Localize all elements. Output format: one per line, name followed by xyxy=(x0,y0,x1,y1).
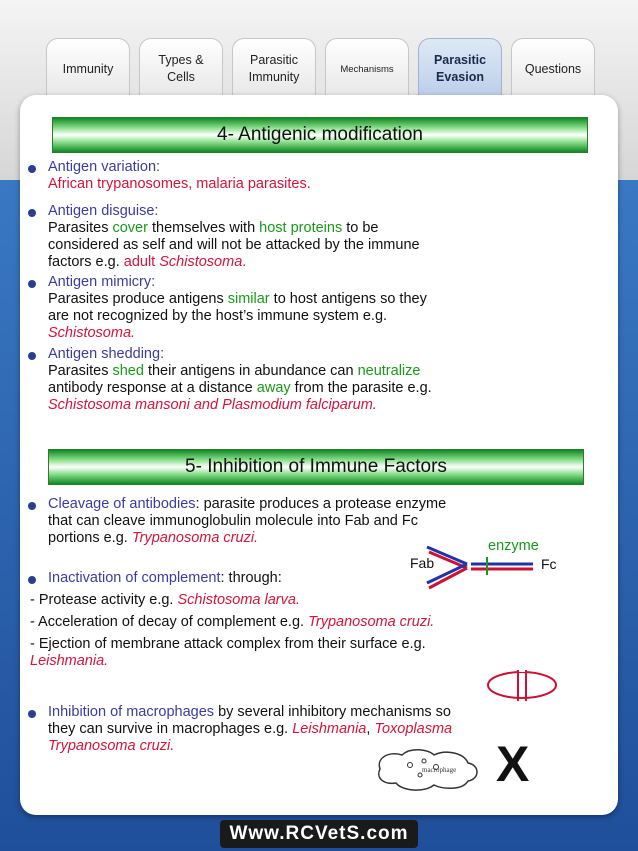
fab-label: Fab xyxy=(410,555,435,571)
text-span: shed xyxy=(112,363,144,379)
antigen-disguise-item xyxy=(48,203,618,271)
text-span: themselves with xyxy=(147,220,260,236)
tab-bar xyxy=(46,38,596,100)
antigen-mimicry-item xyxy=(48,274,618,342)
antigen-variation-text: African trypanosomes, malaria parasites. xyxy=(48,176,311,192)
text-span: from the parasite e.g. xyxy=(290,380,432,396)
macrophage-heading: Inhibition of macrophages xyxy=(48,704,215,720)
text-span: they can survive in macrophages e.g. xyxy=(48,721,293,737)
text-span: antibody response at a distance xyxy=(48,380,257,396)
text-span: Parasites xyxy=(48,363,113,379)
antigen-disguise-line1 xyxy=(48,220,618,237)
text-span: Schistosoma larva. xyxy=(177,592,300,608)
antigen-disguise-line3 xyxy=(48,254,618,271)
text-span: Toxoplasma xyxy=(374,721,453,737)
antigen-shedding-line1 xyxy=(48,363,618,380)
antigen-shedding-line2 xyxy=(48,380,618,397)
text-span: : parasite produces a protease enzyme xyxy=(195,496,447,512)
macrophage-sketch-label: macrophage xyxy=(422,766,457,774)
tab-parasitic-evasion[interactable]: Parasitic Evasion xyxy=(418,38,502,100)
text-span: away xyxy=(256,380,291,396)
bullet-icon xyxy=(28,352,36,360)
x-mark-icon: X xyxy=(496,736,530,792)
macrophage-sketch xyxy=(372,745,487,795)
antigen-shedding-item xyxy=(48,346,618,414)
enzyme-label: enzyme xyxy=(488,538,539,554)
tab-types-cells[interactable]: Types & Cells xyxy=(139,38,223,100)
text-span: Schistosoma xyxy=(159,254,243,270)
membrane-attack-icon xyxy=(482,667,562,703)
text-span: neutralize xyxy=(357,363,421,379)
text-span: , xyxy=(366,721,375,737)
text-span: their antigens in abundance can xyxy=(143,363,358,379)
text-span: to be xyxy=(342,220,379,236)
footer-site-link[interactable]: Www.RCVetS.com xyxy=(220,820,418,848)
antigen-variation-item xyxy=(48,159,618,193)
cleavage-line2: that can cleave immunoglobulin molecule into Fab and Fc xyxy=(48,513,418,529)
text-span: factors e.g. xyxy=(48,254,124,270)
text-span: similar xyxy=(227,291,270,307)
fc-label: Fc xyxy=(541,556,557,572)
tab-parasitic-immunity[interactable]: Parasitic Immunity xyxy=(232,38,316,100)
antigen-disguise-heading: Antigen disguise: xyxy=(48,203,159,219)
text-span: - Acceleration of decay of complement e.g. xyxy=(30,614,309,630)
antigen-mimicry-heading: Antigen mimicry: xyxy=(48,274,156,290)
complement-subitems xyxy=(30,592,600,670)
text-span: portions e.g. xyxy=(48,530,132,546)
text-span: adult xyxy=(123,254,160,270)
bullet-icon xyxy=(28,576,36,584)
section4-title: 4- Antigenic modification xyxy=(52,117,588,153)
complement-sub3b: Leishmania. xyxy=(30,653,109,669)
text-span: Trypanosoma cruzi. xyxy=(131,530,259,546)
antigen-mimicry-line3: Schistosoma. xyxy=(48,325,136,341)
bullet-icon xyxy=(28,710,36,718)
bullet-icon xyxy=(28,502,36,510)
antigen-mimicry-line2: are not recognized by the host’s immune system e.g. xyxy=(48,308,388,324)
bullet-icon xyxy=(28,209,36,217)
tab-mechanisms[interactable]: Mechanisms xyxy=(325,38,409,100)
bullet-icon xyxy=(28,165,36,173)
complement-sub2 xyxy=(30,614,600,631)
tab-immunity[interactable]: Immunity xyxy=(46,38,130,100)
text-span: . xyxy=(242,254,247,270)
text-span: host proteins xyxy=(259,220,343,236)
text-span: : through: xyxy=(220,570,282,586)
antigen-disguise-line2: considered as self and will not be attacked by the immune xyxy=(48,237,420,253)
antigen-shedding-heading: Antigen shedding: xyxy=(48,346,165,362)
text-span: by several inhibitory mechanisms so xyxy=(214,704,451,720)
macrophage-line3: Trypanosoma cruzi. xyxy=(48,738,175,754)
tab-questions[interactable]: Questions xyxy=(511,38,595,100)
macrophage-item xyxy=(48,704,618,755)
text-span: Trypanosoma cruzi. xyxy=(308,614,435,630)
text-span: Parasites produce antigens xyxy=(48,291,228,307)
antigen-variation-heading: Antigen variation: xyxy=(48,159,161,175)
bullet-icon xyxy=(28,280,36,288)
complement-sub3: - Ejection of membrane attack complex from their surface e.g. xyxy=(30,636,426,652)
section5-title: 5- Inhibition of Immune Factors xyxy=(48,449,584,485)
text-span: cover xyxy=(112,220,148,236)
antigen-mimicry-line1 xyxy=(48,291,618,308)
text-span: Parasites xyxy=(48,220,113,236)
complement-heading: Inactivation of complement xyxy=(48,570,221,586)
text-span: to host antigens so they xyxy=(269,291,427,307)
text-span: Leishmania xyxy=(292,721,367,737)
text-span: - Protease activity e.g. xyxy=(30,592,178,608)
content-card xyxy=(20,95,618,815)
cleavage-line1 xyxy=(48,496,618,513)
macrophage-line1 xyxy=(48,704,618,721)
cleavage-heading: Cleavage of antibodies xyxy=(48,496,196,512)
macrophage-line2 xyxy=(48,721,618,738)
antigen-shedding-line3: Schistosoma mansoni and Plasmodium falciparum. xyxy=(48,397,377,413)
